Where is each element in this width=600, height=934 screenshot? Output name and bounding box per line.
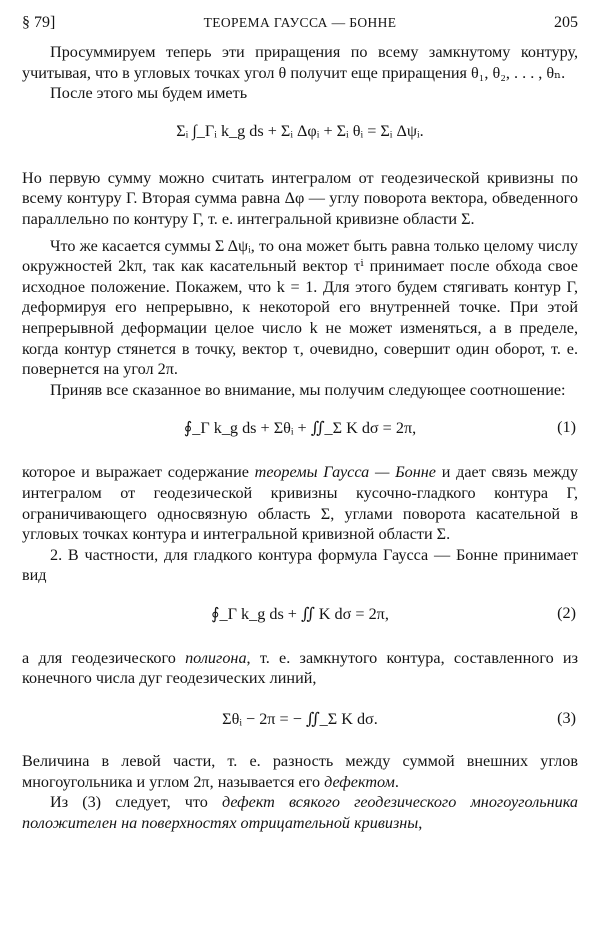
paragraph-5: Приняв все сказанное во внимание, мы получим следующее соотношение: [50, 380, 566, 399]
formula-3-number: (3) [557, 709, 576, 728]
paragraph-8: а для геодезического полигона, т. е. замкнутого контура, составленного из конечного числа дуг геодезических линий, [22, 648, 578, 688]
formula-3-text: Σθᵢ − 2π = − ∬_Σ K dσ. [222, 710, 378, 729]
formula-2 [22, 586, 578, 648]
formula-1 [22, 400, 578, 462]
paragraph-7: 2. В частности, для гладкого контура формула Гаусса — Бонне принимает вид [22, 545, 578, 585]
inline-sum-formula: Σ Δψᵢ [214, 236, 251, 255]
formula-1-text: ∮_Γ k_g ds + Σθᵢ + ∬_Σ K dσ = 2π, [183, 419, 417, 438]
formula-2-number: (2) [557, 603, 576, 622]
paragraph-3: Но первую сумму можно считать интегралом от геодезической кривизны по всему контуру Γ. Вторая сумма равна Δφ — углу поворота вектора, обведенного параллельно по контуру Γ, т. е. интегральной кривизне области Σ. [22, 168, 578, 228]
formula-sum [22, 104, 578, 168]
gauss-bonnet-term: теоремы Гаусса — Бонне [254, 463, 436, 482]
paragraph-9: Величина в левой части, т. е. разность между суммой внешних углов многоугольника и углом 2π, называется его дефектом. [22, 752, 578, 791]
paragraph-10: Из (3) следует, что дефект всякого геодезического многоугольника положителен на поверхностях отрицательной кривизны, [22, 793, 579, 832]
formula-0-text: Σᵢ ∫_Γᵢ k_g ds + Σᵢ Δφᵢ + Σᵢ θᵢ = Σᵢ Δψᵢ. [176, 121, 424, 140]
paragraph-6: которое и выражает содержание теоремы Гаусса — Бонне и дает связь между интегралом от геодезической кривизны кусочно-гладкого контура Γ, ограничивающего односвязную область Σ, углами поворота касательной в угловых точках контура и интегральной кривизной области Σ. [22, 463, 578, 544]
defect-term: дефектом [324, 772, 395, 791]
defect-statement: дефект всякого геодезического многоугольника положителен на поверхностях отрицательной кривизны [22, 793, 579, 832]
polygon-term: полигона [185, 648, 247, 667]
running-title: ТЕОРЕМА ГАУССА — БОННЕ [203, 15, 397, 30]
page-number: 205 [554, 14, 578, 31]
formula-1-number: (1) [557, 418, 576, 437]
formula-2-text: ∮_Γ k_g ds + ∬ K dσ = 2π, [211, 604, 389, 623]
paragraph-1: Просуммируем теперь эти приращения по всему замкнутому контуру, учитывая, что в угловых точках угол θ получит еще приращения θ₁, θ₂, . . . , θₙ. [22, 43, 578, 82]
formula-3 [22, 689, 578, 751]
section-number: § 79] [22, 14, 56, 31]
page-header [22, 14, 578, 36]
book-page [22, 14, 578, 833]
paragraph-2: После этого мы будем иметь [50, 84, 248, 103]
paragraph-4: Что же касается суммы Σ Δψᵢ, то она может быть равна только целому числу окружностей 2kπ, так как касательный вектор τⁱ принимает после обхода свое исходное положение. Покажем, что k = 1. Для этого будем стягивать контур Γ, деформируя его непрерывно, к некоторой его внутренней точке. При этой непрерывной деформации целое число k не может изменяться, а в пределе, когда контур стянется в точку, вектор τ, очевидно, совершит один оборот, т. е. повернется на угол 2π. [22, 236, 578, 379]
